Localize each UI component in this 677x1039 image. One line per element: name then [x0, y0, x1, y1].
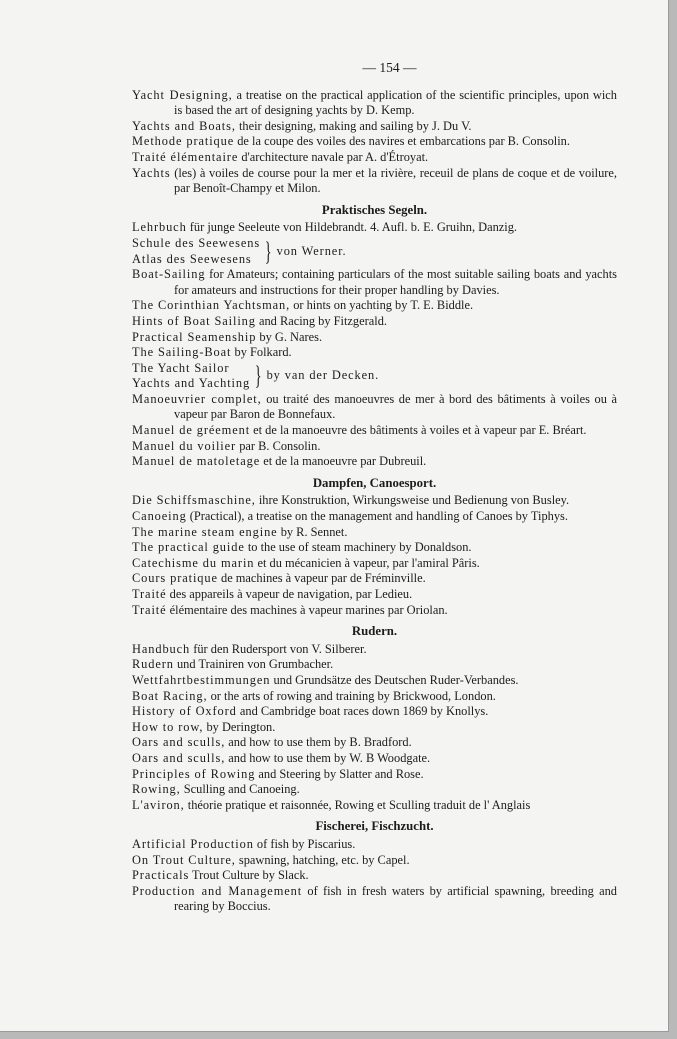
entry-text: élémentaire des machines à vapeur marines par Oriolan. [166, 602, 448, 617]
entry-text: et de la manoeuvre par Dubreuil. [260, 454, 427, 469]
entry-title: Manoeuvrier complet, [132, 391, 262, 406]
entry-title: How to row, [132, 719, 204, 734]
bibliography-entry [132, 298, 617, 314]
entry-text: and how to use them by W. B Woodgate. [225, 750, 431, 765]
entry-text: by G. Nares. [256, 329, 323, 344]
entry-text: and Cambridge boat races down 1869 by Knollys. [236, 704, 489, 719]
entry-text: für junge Seeleute von Hildebrandt. 4. Aufl. b. E. Gruihn, Danzig. [186, 220, 518, 235]
entry-title: On Trout Culture, [132, 852, 236, 867]
entry-title: Traité élémentaire [132, 149, 239, 164]
entry-title: Yacht Designing, [132, 87, 233, 102]
entry-text: by Folkard. [231, 345, 292, 360]
entry-title: Traité [132, 587, 167, 601]
bibliography-entry [132, 735, 617, 751]
entry-title: Manuel de matoletage [132, 454, 261, 469]
bibliography-entry [132, 704, 617, 720]
braced-lines [132, 236, 260, 267]
entry-text: (les) à voiles de course pour la mer et la rivière, receuil de plans de coque et de voilure, par Benoît-Champy et Milon. [170, 165, 617, 196]
entry-text: or hints on yachting by T. E. Biddle. [290, 298, 474, 313]
entry-text: their designing, making and sailing by J. Du V. [235, 118, 472, 133]
entry-title: Cours pratique [132, 571, 218, 586]
brace-glyph: } [264, 236, 272, 266]
entry-title: Manuel du voilier [132, 438, 237, 453]
entry-text: und Grundsätze des Deutschen Ruder-Verbandes. [270, 672, 519, 687]
section-heading: Praktisches Segeln. [321, 202, 428, 217]
bibliography-entry [132, 525, 617, 541]
entry-title: The Yacht Sailor [132, 360, 230, 375]
entry-text: and Steering by Slatter and Rose. [255, 766, 424, 781]
entry-title: Boat Racing, [132, 688, 208, 703]
entry-text: et de la manoeuvre des bâtiments à voiles et à vapeur par E. Bréart. [250, 423, 587, 438]
entry-text: ou traité des manoeuvres de mer à bord des bâtiments à voiles ou à vapeur par Baron de Bonnefaux. [174, 391, 617, 422]
bibliography-entry [132, 166, 617, 197]
entry-text: par B. Consolin. [236, 438, 321, 453]
entry-text: by van der Decken. [266, 368, 380, 383]
bibliography-entry [132, 657, 617, 673]
entry-title: Yachts and Boats, [132, 118, 236, 133]
page-text [132, 60, 617, 915]
entry-text: and Racing by Fitzgerald. [255, 313, 387, 328]
entry-text: of fish by Piscarius. [253, 836, 356, 851]
bibliography-entry [132, 556, 617, 572]
bibliography-entry [132, 330, 617, 346]
bibliography-entry [132, 454, 617, 470]
entry-title: Canoeing [132, 509, 187, 524]
entry-text: des appareils à vapeur de navigation, par Ledieu. [166, 587, 413, 601]
section-heading: Dampfen, Canoesport. [312, 475, 437, 490]
entry-title: Rudern [132, 657, 174, 672]
bibliography-entry [132, 837, 617, 853]
bibliography-entry [132, 884, 617, 915]
entry-title: Practicals [132, 868, 190, 883]
entry-text: Trout Culture by Slack. [189, 868, 309, 883]
entry-title: The practical guide [132, 540, 245, 555]
entry-text: von Werner. [276, 243, 347, 258]
section-heading: Rudern. [351, 624, 398, 639]
entry-title: History of Oxford [132, 704, 237, 719]
brace-glyph: } [254, 361, 262, 391]
entry-title: Artificial Production [132, 836, 254, 851]
entry-text: or the arts of rowing and training by Brickwood, London. [207, 688, 496, 703]
entry-text: and how to use them by B. Bradford. [225, 735, 412, 750]
bibliography-entry [132, 868, 617, 884]
entry-text: d'architecture navale par A. d'Étroyat. [238, 149, 429, 164]
entry-text: by R. Sennet. [277, 524, 348, 539]
bibliography-entry [132, 392, 617, 423]
entry-text: de machines à vapeur par de Fréminville. [217, 571, 426, 586]
bibliography-entry [132, 439, 617, 455]
entry-text: a treatise on the practical application of the scientific principles, upon wich is based the art of designing yachts by D. Kemp. [174, 87, 617, 118]
bibliography-entry [132, 345, 617, 361]
entry-title: Wettfahrtbestimmungen [132, 672, 271, 687]
bibliography-entry [132, 673, 617, 689]
bibliography-entry [132, 314, 617, 330]
bibliography-entry [132, 540, 617, 556]
entry-title: Schule des Seewesens [132, 235, 261, 250]
bibliography-entry [132, 220, 617, 236]
bibliography-entry [132, 423, 617, 439]
entry-title: Hints of Boat Sailing [132, 313, 256, 328]
entry-title: Die Schiffsmaschine, [132, 493, 256, 508]
bibliography-entry [132, 689, 617, 705]
braced-entry-group [132, 236, 617, 267]
bibliography-entry [132, 782, 617, 798]
entry-text: ihre Konstruktion, Wirkungsweise und Bedienung von Busley. [255, 493, 570, 508]
entry-title: Manuel de gréement [132, 423, 251, 438]
entry-title: Methode pratique [132, 134, 235, 149]
entry-text: et du mécanicien à vapeur, par l'amiral Pâris. [254, 555, 480, 570]
bibliography-entry [132, 267, 617, 298]
bibliography-entry [132, 509, 617, 525]
bibliography-entry [132, 642, 617, 658]
entry-title: Handbuch [132, 641, 191, 656]
entry-text: Sculling and Canoeing. [180, 782, 300, 797]
entry-text: de la coupe des voiles des navires et embarcations par B. Consolin. [234, 134, 570, 149]
bibliography-entry [132, 767, 617, 783]
bibliography-entry [132, 134, 617, 150]
entry-text: for Amateurs; containing particulars of the most suitable sailing boats and yachts for amateurs and instructions for their proper handling by Davies. [174, 267, 617, 297]
entry-title: Traité [132, 602, 167, 617]
entry-title: Lehrbuch [132, 220, 187, 235]
braced-lines [132, 361, 250, 392]
bibliography-entry [132, 798, 617, 814]
braced-entry-group [132, 361, 617, 392]
entry-title: The Sailing-Boat [132, 345, 232, 360]
entry-text: théorie pratique et raisonnée, Rowing et Sculling traduit de l' Anglais [184, 797, 531, 812]
entry-title: Boat-Sailing [132, 267, 206, 282]
entry-title: The Corinthian Yachtsman, [132, 298, 291, 313]
entry-text: of fish in fresh waters by artificial spawning, breeding and rearing by Boccius. [174, 883, 617, 914]
entry-title: The marine steam engine [132, 524, 278, 539]
bibliography-entry [132, 571, 617, 587]
entry-title: L'aviron, [132, 797, 185, 812]
section-heading: Fischerei, Fischzucht. [315, 819, 434, 834]
bibliography-entry [132, 493, 617, 509]
bibliography-entry [132, 88, 617, 119]
entry-text: und Trainiren von Grumbacher. [173, 657, 334, 672]
entry-text: by Derington. [203, 719, 276, 734]
bibliography-entry [132, 150, 617, 166]
entry-title: Yachts [132, 165, 171, 180]
bibliography-entry [132, 119, 617, 135]
entry-title: Catechisme du marin [132, 555, 255, 570]
bibliography-entry [132, 587, 617, 603]
entry-title: Production and Management [132, 883, 303, 898]
entry-text: spawning, hatching, etc. by Capel. [235, 852, 410, 867]
bibliography-entry [132, 603, 617, 619]
entry-text: für den Rudersport von V. Silberer. [190, 641, 367, 656]
bibliography-entry [132, 751, 617, 767]
intro-list [132, 88, 617, 197]
entry-title: Principles of Rowing [132, 766, 256, 781]
bibliography-entry [132, 720, 617, 736]
page-number: — 154 — [362, 60, 417, 75]
entry-title: Yachts and Yachting [132, 376, 251, 391]
entry-title: Rowing, [132, 782, 181, 797]
entry-text: (Practical), a treatise on the management and handling of Canoes by Tiphys. [186, 509, 568, 524]
bibliography-entry [132, 853, 617, 869]
entry-title: Oars and sculls, [132, 735, 226, 750]
entry-title: Oars and sculls, [132, 750, 226, 765]
entry-title: Practical Seamenship [132, 329, 257, 344]
entry-title: Atlas des Seewesens [132, 251, 252, 266]
entry-text: to the use of steam machinery by Donaldson. [244, 540, 472, 555]
